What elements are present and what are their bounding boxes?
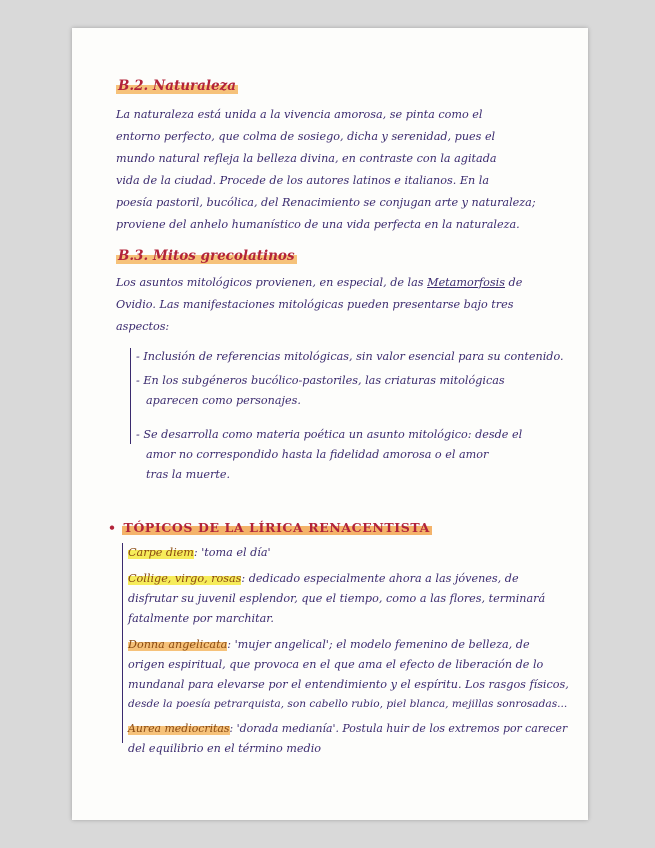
notebook-page <box>72 28 588 820</box>
mitos-item: tras la muerte. <box>146 468 231 481</box>
topico-donna: Donna angelicata: 'mujer angelical'; el modelo femenino de belleza, de <box>128 638 530 651</box>
mitos-item: - Inclusión de referencias mitológicas, sin valor esencial para su contenido. <box>136 350 564 363</box>
mitos-item: aparecen como personajes. <box>146 394 301 407</box>
topico-donna-line: mundanal para elevarse por el entendimiento y el espíritu. Los rasgos físicos, <box>128 678 569 691</box>
mitos-item: amor no correspondido hasta la fidelidad amorosa o el amor <box>146 448 489 461</box>
mitos-item: - Se desarrolla como materia poética un asunto mitológico: desde el <box>136 428 523 441</box>
metamorfosis-title: Metamorfosis <box>427 276 505 289</box>
topico-carpe-diem: Carpe diem: 'toma el día' <box>128 546 271 559</box>
topico-donna-line: origen espiritual, que provoca en el que ama el efecto de liberación de lo <box>128 658 544 671</box>
topico-aurea-line: del equilibrio en el término medio <box>128 742 322 755</box>
heading-naturaleza: B.2. Naturaleza <box>118 78 237 94</box>
mitos-intro-line: aspectos: <box>116 320 170 333</box>
mitos-intro-line: Los asuntos mitológicos provienen, en especial, de las Metamorfosis de <box>116 276 523 289</box>
heading-mitos: B.3. Mitos grecolatinos <box>118 248 295 264</box>
naturaleza-line: La naturaleza está unida a la vivencia amorosa, se pinta como el <box>116 108 483 121</box>
naturaleza-line: entorno perfecto, que colma de sosiego, dicha y serenidad, pues el <box>116 130 496 143</box>
list-bracket <box>130 348 131 444</box>
topicos-bracket <box>122 543 123 743</box>
topico-collige: Collige, virgo, rosas: dedicado especialmente ahora a las jóvenes, de <box>128 572 519 585</box>
topico-collige-line: fatalmente por marchitar. <box>128 612 274 625</box>
naturaleza-line: proviene del anhelo humanístico de una vida perfecta en la naturaleza. <box>116 218 520 231</box>
mitos-intro-line: Ovidio. Las manifestaciones mitológicas pueden presentarse bajo tres <box>116 298 514 311</box>
naturaleza-line: mundo natural refleja la belleza divina, en contraste con la agitada <box>116 152 497 165</box>
mitos-item: - En los subgéneros bucólico-pastoriles, las criaturas mitológicas <box>136 374 505 387</box>
heading-topicos: • TÓPICOS DE LA LÍRICA RENACENTISTA <box>108 520 430 535</box>
topico-donna-line: desde la poesía petrarquista, son cabello rubio, piel blanca, mejillas sonrosadas... <box>128 698 568 710</box>
topico-collige-line: disfrutar su juvenil esplendor, que el tiempo, como a las flores, terminará <box>128 592 546 605</box>
naturaleza-line: vida de la ciudad. Procede de los autores latinos e italianos. En la <box>116 174 490 187</box>
topico-aurea: Aurea mediocritas: 'dorada medianía'. Postula huir de los extremos por carecer <box>128 722 568 735</box>
naturaleza-line: poesía pastoril, bucólica, del Renacimiento se conjugan arte y naturaleza; <box>116 196 536 209</box>
